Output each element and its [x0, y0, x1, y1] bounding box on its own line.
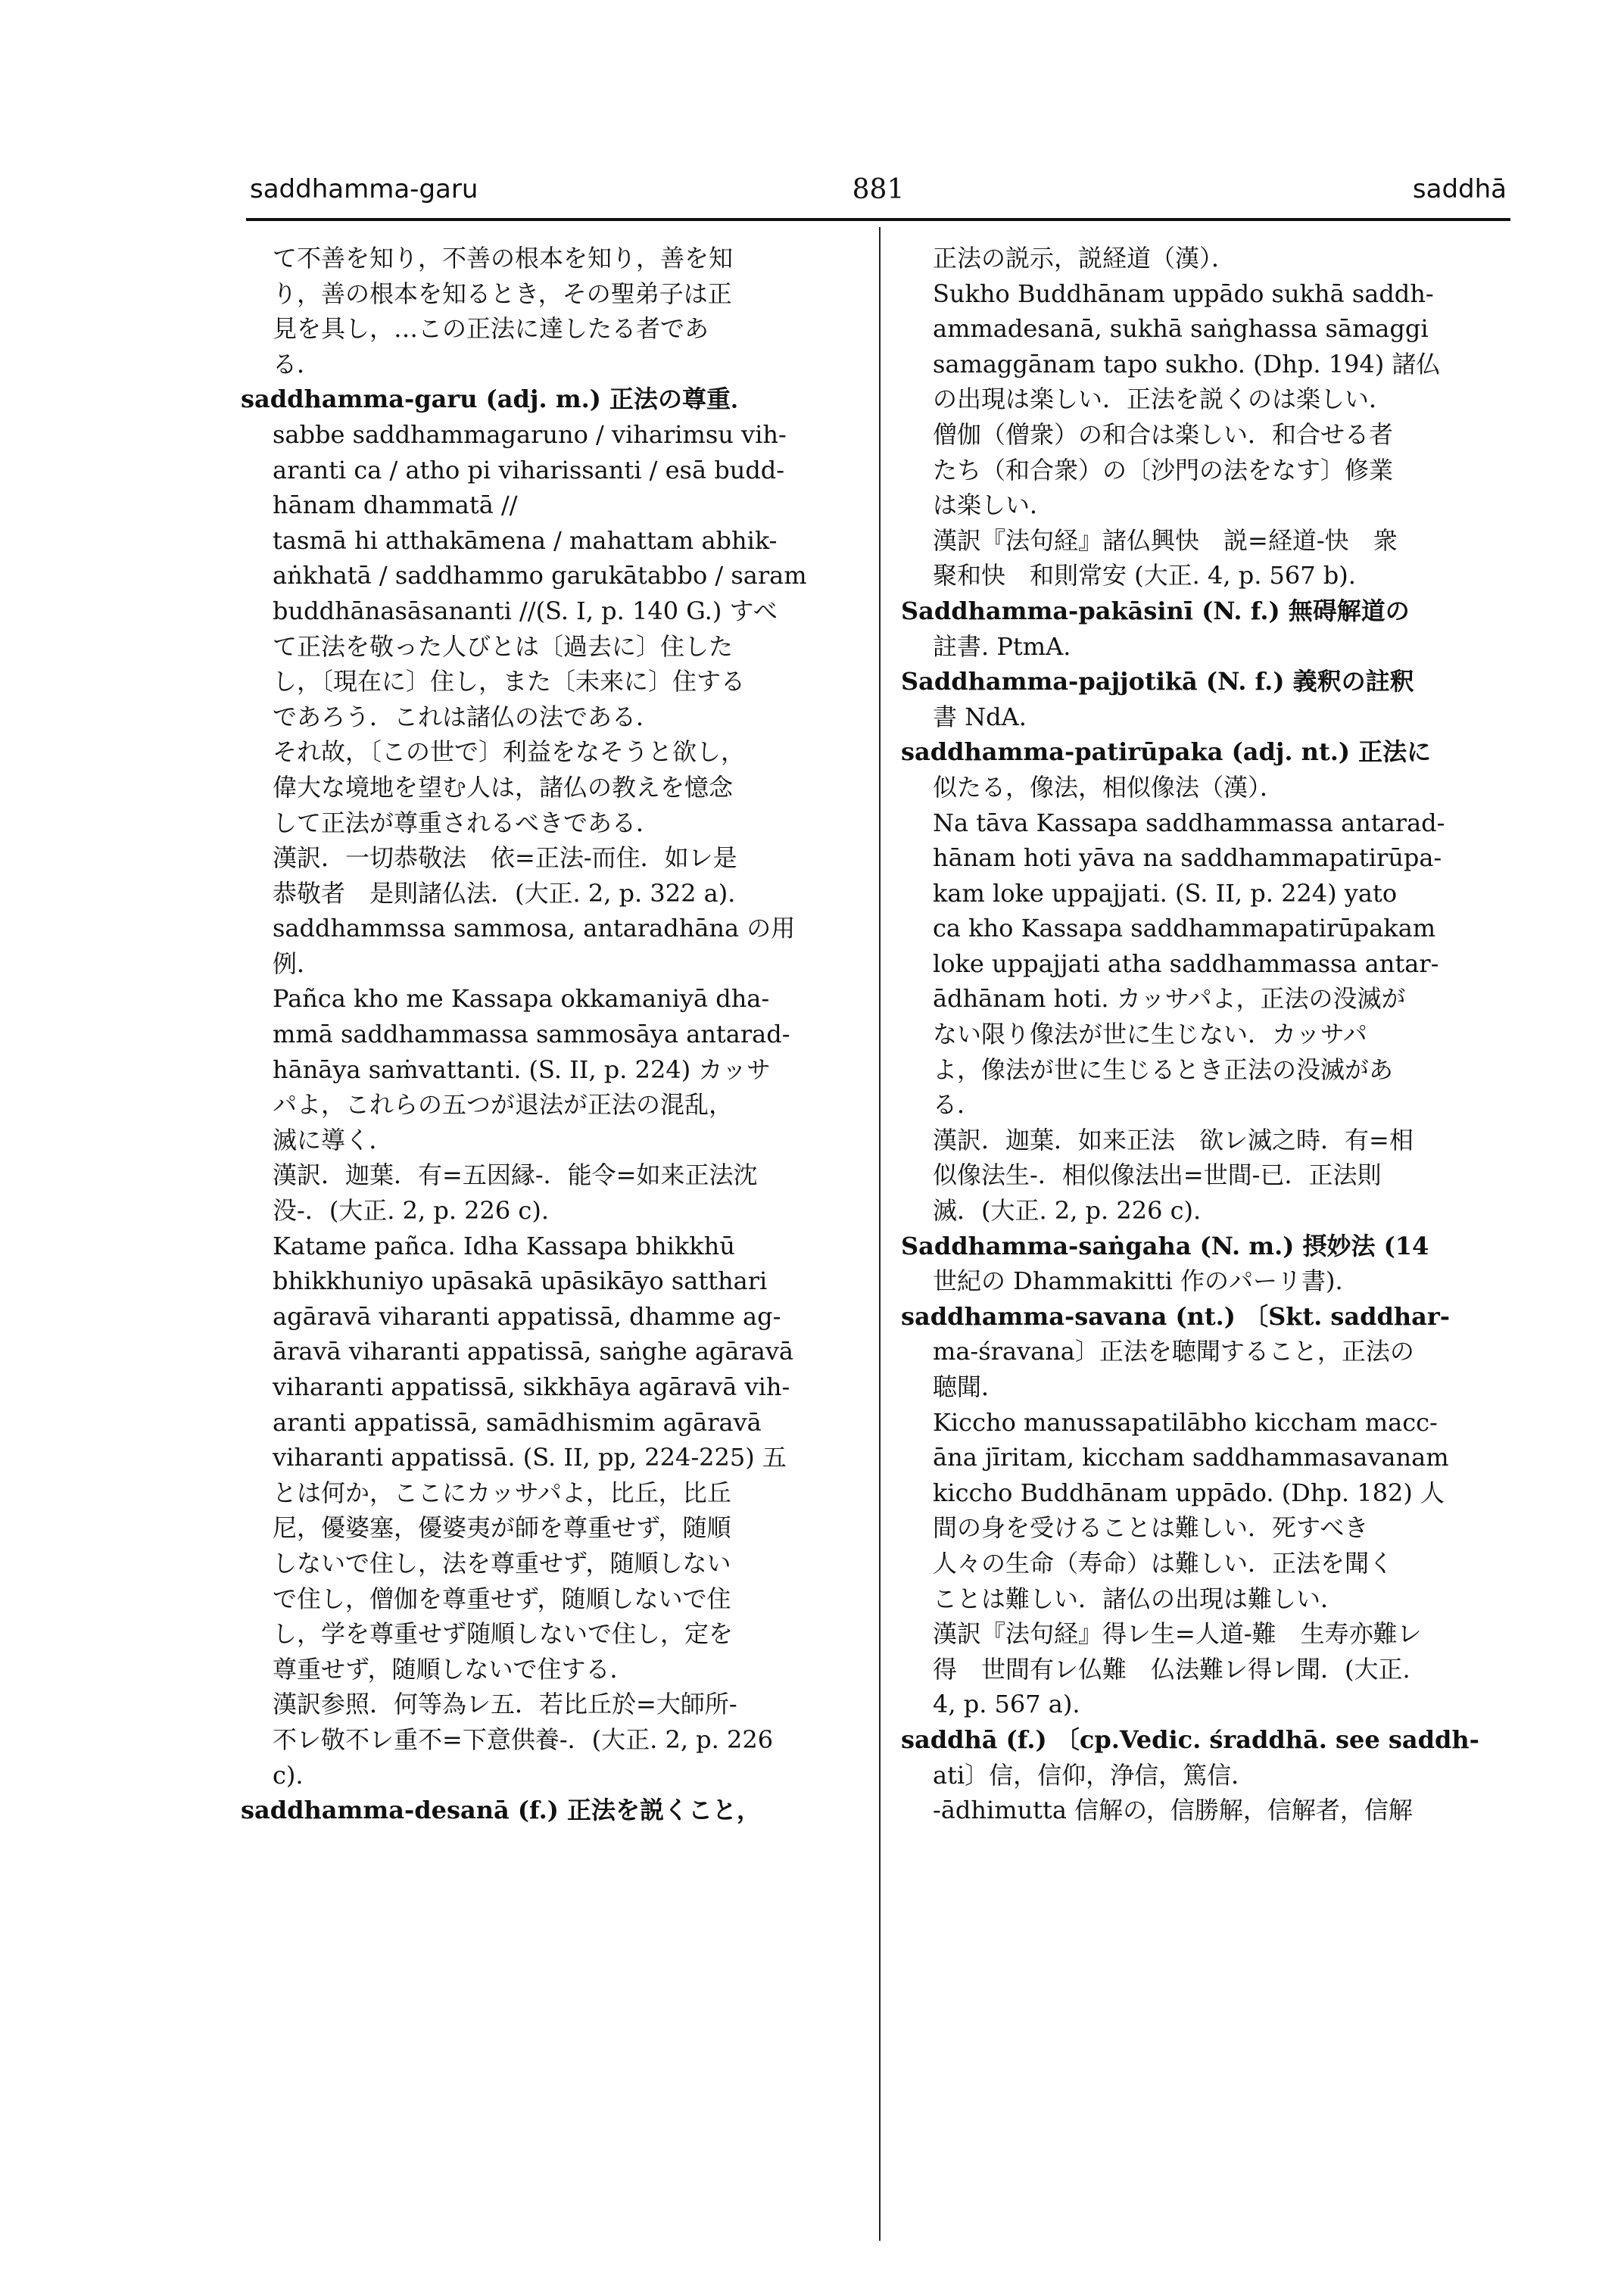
entry-text-line: saddhammssa sammosa, antaradhāna の用 — [273, 914, 796, 943]
entry-text-line: パよ，これらの五つが退法が正法の混乱， — [273, 1090, 734, 1120]
entry-text-line: 聚和快 和則常安 (大正. 4, p. 567 b). — [933, 561, 1356, 590]
entry-text-line: 見を具し，…この正法に達したる者であ — [273, 314, 709, 344]
entry-headword-line: Saddhamma-saṅgaha (N. m.) 摂妙法 (14 — [901, 1231, 1429, 1260]
entry-text-line: 正法の説示，説経道（漢）． — [933, 244, 1236, 273]
entry-headword-line: saddhamma-desanā (f.) 正法を説くこと， — [241, 1796, 762, 1825]
entry-text-line: hānāya saṁvattanti. (S. II, p. 224) カッサ — [273, 1055, 771, 1084]
entry-text-line: 滅に導く． — [273, 1125, 394, 1154]
entry-text-line: し，学を尊重せず随順しないで住し，定を — [273, 1619, 734, 1649]
entry-text-line: て不善を知り，不善の根本を知り，善を知 — [273, 244, 734, 273]
entry-text-line: Katame pañca. Idha Kassapa bhikkhū — [273, 1231, 735, 1260]
entry-text-line: 不レ敬不レ重不=下意供養-．(大正. 2, p. 226 — [273, 1724, 774, 1754]
entry-text-line: 世紀の Dhammakitti 作のパーリ書). — [933, 1266, 1343, 1296]
entry-text-line: 漢訳．迦葉．如来正法 欲レ滅之時．有=相 — [933, 1125, 1414, 1154]
entry-text-line: sabbe saddhammagaruno / viharimsu vih- — [273, 419, 787, 449]
entry-text-line: ca kho Kassapa saddhammapatirūpakam — [933, 914, 1436, 943]
entry-text-line: ādhānam hoti. カッサパよ，正法の没滅が — [933, 984, 1406, 1014]
page-number: 881 — [852, 174, 905, 205]
header-rule — [246, 218, 1510, 221]
entry-text-line: samaggānam tapo sukho. (Dhp. 194) 諸仏 — [933, 349, 1441, 379]
entry-text-line: ことは難しい．諸仏の出現は難しい． — [933, 1584, 1345, 1613]
entry-text-line: 僧伽（僧衆）の和合は楽しい．和合せる者 — [933, 419, 1394, 449]
entry-text-line: 恭敬者 是則諸仏法．(大正. 2, p. 322 a). — [273, 878, 736, 908]
entry-text-line: る． — [933, 1090, 982, 1120]
entry-text-line: 註書. PtmA. — [933, 631, 1071, 661]
entry-text-line: aṅkhatā / saddhammo garukātabbo / saram — [273, 561, 807, 590]
entry-text-line: して正法が尊重されるべきである． — [273, 808, 661, 837]
entry-text-line: よ，像法が世に生じるとき正法の没滅があ — [933, 1055, 1394, 1084]
right-column — [901, 241, 1510, 1828]
entry-text-line: それ故，〔この世で〕利益をなそうと欲し， — [273, 737, 746, 767]
entry-text-line: ati〕信，信仰，浄信，篤信． — [933, 1760, 1256, 1790]
entry-headword-line: Saddhamma-pajjotikā (N. f.) 義釈の註釈 — [901, 667, 1414, 696]
entry-headword-line: saddhamma-garu (adj. m.) 正法の尊重． — [241, 385, 756, 414]
entry-headword-line: saddhamma-savana (nt.) 〔Skt. saddhar- — [901, 1301, 1451, 1331]
entry-text-line: 似たる，像法，相似像法（漢）． — [933, 772, 1285, 802]
entry-text-line: 例． — [273, 949, 322, 978]
entry-text-line: aranti ca / atho pi viharissanti / esā budd- — [273, 455, 785, 484]
entry-text-line: ammadesanā, sukhā saṅghassa sāmaggi — [933, 314, 1429, 344]
entry-text-line: ma-śravana〕正法を聴聞すること，正法の — [933, 1337, 1414, 1366]
entry-text-line: 聴聞． — [933, 1372, 1006, 1401]
entry-text-line: 得 世間有レ仏難 仏法難レ得レ聞．(大正. — [933, 1654, 1410, 1684]
entry-text-line: とは何か，ここにカッサパよ，比丘，比丘 — [273, 1478, 731, 1507]
entry-text-line: ない限り像法が世に生じない．カッサパ — [933, 1020, 1367, 1049]
entry-text-line: 漢訳『法句経』得レ生=人道-難 生寿亦難レ — [933, 1619, 1422, 1649]
entry-text-line: agāravā viharanti appatissā, dhamme ag- — [273, 1301, 781, 1331]
entry-text-line: aranti appatissā, samādhismim agāravā — [273, 1407, 762, 1437]
entry-text-line: 尼，優婆塞，優婆夷が師を尊重せず，随順 — [273, 1513, 731, 1543]
page-header — [250, 174, 1507, 220]
entry-text-line: であろう．これは諸仏の法である． — [273, 702, 661, 731]
entry-text-line: -ādhimutta 信解の，信勝解，信解者，信解 — [933, 1796, 1413, 1825]
entry-text-line: buddhānasāsananti //(S. I, p. 140 G.) すべ — [273, 596, 778, 625]
entry-text-line: viharanti appatissā. (S. II, pp, 224-225) 五 — [273, 1443, 787, 1472]
entry-text-line: 尊重せず，随順しないで住する． — [273, 1654, 634, 1684]
entry-text-line: 没-．(大正. 2, p. 226 c). — [273, 1196, 550, 1226]
entry-text-line: kam loke uppajjati. (S. II, p. 224) yato — [933, 878, 1398, 908]
entry-text-line: loke uppajjati atha saddhammassa antar- — [933, 949, 1439, 978]
entry-text-line: hānam dhammatā // — [273, 491, 518, 520]
entry-headword-line: Saddhamma-pakāsinī (N. f.) 無碍解道の — [901, 596, 1410, 625]
entry-text-line: Kiccho manussapatilābho kiccham macc- — [933, 1407, 1438, 1437]
entry-text-line: 間の身を受けることは難しい．死すべき — [933, 1513, 1369, 1543]
column-divider — [879, 227, 881, 2241]
entry-text-line: tasmā hi atthakāmena / mahattam abhik- — [273, 525, 778, 555]
entry-text-line: 偉大な境地を望む人は，諸仏の教えを憶念 — [273, 772, 734, 802]
entry-text-line: viharanti appatissā, sikkhāya agāravā vih- — [273, 1372, 790, 1401]
entry-text-line: Pañca kho me Kassapa okkamaniyā dha- — [273, 984, 770, 1014]
entry-text-line: 4, p. 567 a). — [933, 1690, 1080, 1719]
entry-text-line: 書 NdA. — [933, 702, 1027, 731]
entry-text-line: 漢訳．迦葉．有=五因縁-．能令=如来正法沈 — [273, 1161, 758, 1190]
entry-text-line: bhikkhuniyo upāsakā upāsikāyo satthari — [273, 1266, 768, 1296]
entry-text-line: Na tāva Kassapa saddhammassa antarad- — [933, 808, 1445, 837]
entry-text-line: 漢訳．一切恭敬法 依=正法-而住．如レ是 — [273, 843, 737, 873]
left-column — [241, 241, 850, 1828]
entry-text-line: c). — [273, 1760, 304, 1790]
entry-text-line: し，〔現在に〕住し，また〔未来に〕住する — [273, 667, 746, 696]
entry-text-line: は楽しい． — [933, 491, 1055, 520]
entry-text-line: 似像法生-．相似像法出=世間-已．正法則 — [933, 1161, 1382, 1190]
entry-text-line: る． — [273, 349, 322, 379]
entry-text-line: kiccho Buddhānam uppādo. (Dhp. 182) 人 — [933, 1478, 1445, 1507]
entry-text-line: たち（和合衆）の〔沙門の法をなす〕修業 — [933, 455, 1394, 484]
entry-text-line: āravā viharanti appatissā, saṅghe agāravā — [273, 1337, 793, 1366]
entry-headword-line: saddhā (f.) 〔cp.Vedic. śraddhā. see saddh- — [901, 1724, 1479, 1754]
entry-text-line: の出現は楽しい．正法を説くのは楽しい． — [933, 385, 1394, 414]
entry-headword-line: saddhamma-patirūpaka (adj. nt.) 正法に — [901, 737, 1432, 767]
running-head-right: saddhā — [1412, 174, 1507, 204]
running-head-left: saddhamma-garu — [250, 174, 478, 204]
entry-text-line: 滅．(大正. 2, p. 226 c). — [933, 1196, 1202, 1226]
entry-text-line: 漢訳『法句経』諸仏興快 説=経道-快 衆 — [933, 525, 1398, 555]
entry-text-line: り，善の根本を知るとき，その聖弟子は正 — [273, 279, 732, 308]
entry-text-line: mmā saddhammassa sammosāya antarad- — [273, 1020, 790, 1049]
entry-text-line: しないで住し，法を尊重せず，随順しない — [273, 1548, 731, 1578]
entry-text-line: hānam hoti yāva na saddhammapatirūpa- — [933, 843, 1442, 873]
entry-text-line: て正法を敬った人びとは〔過去に〕住した — [273, 631, 734, 661]
entry-text-line: で住し，僧伽を尊重せず，随順しないで住 — [273, 1584, 731, 1613]
entry-text-line: Sukho Buddhānam uppādo sukhā saddh- — [933, 279, 1434, 308]
entry-text-line: 漢訳参照．何等為レ五．若比丘於=大師所- — [273, 1690, 737, 1719]
entry-text-line: āna jīritam, kiccham saddhammasavanam — [933, 1443, 1449, 1472]
entry-text-line: 人々の生命（寿命）は難しい．正法を聞く — [933, 1548, 1394, 1578]
